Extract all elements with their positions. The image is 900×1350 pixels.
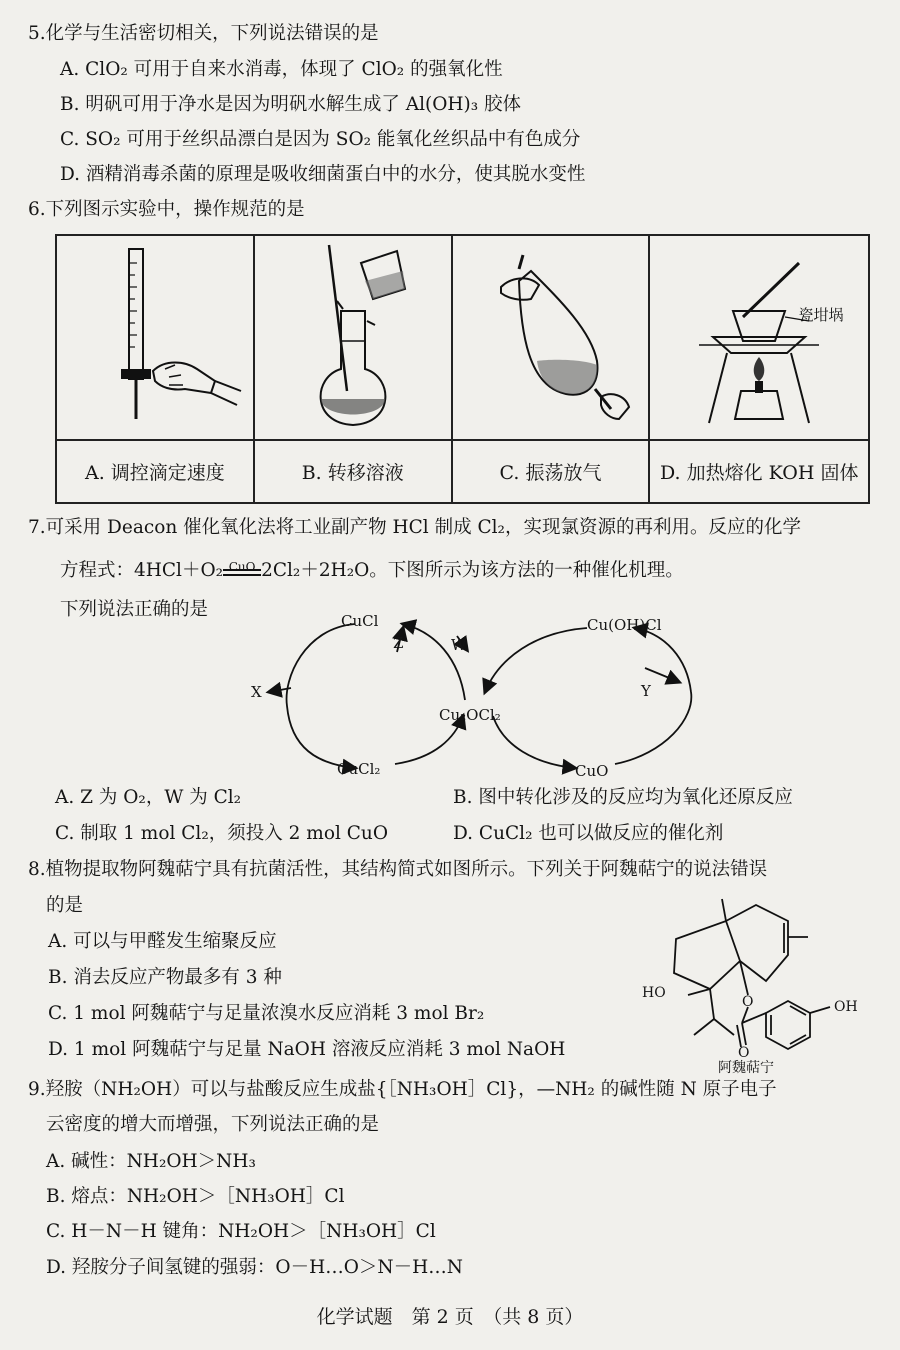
label-w: W — [451, 636, 467, 654]
species-cuohcl: Cu(OH)Cl — [587, 616, 662, 634]
q6-figure-b — [254, 235, 452, 440]
burette-titration-icon — [65, 241, 245, 431]
q8-option-b: B. 消去反应产物最多有 3 种 — [48, 967, 282, 988]
label-x: X — [251, 683, 262, 701]
q7-option-a: A. Z 为 O₂，W 为 Cl₂ — [55, 787, 242, 808]
q6-caption-c: C. 振荡放气 — [452, 440, 650, 503]
q9-stem-line1: 9.羟胺（NH₂OH）可以与盐酸反应生成盐{［NH₃OH］Cl}，—NH₂ 的碱性随 N 原子电子 — [28, 1079, 777, 1100]
species-cucl2: CuCl₂ — [337, 760, 381, 778]
q6-caption-d: D. 加热熔化 KOH 固体 — [649, 440, 869, 503]
q8-option-c: C. 1 mol 阿魏萜宁与足量浓溴水反应消耗 3 mol Br₂ — [48, 1003, 485, 1024]
mol-name: 阿魏萜宁 — [718, 1060, 774, 1076]
q9-option-a: A. 碱性：NH₂OH＞NH₃ — [46, 1151, 256, 1172]
molecule-skeleton — [630, 895, 880, 1080]
q8-option-a: A. 可以与甲醛发生缩聚反应 — [48, 931, 277, 952]
label-y: Y — [641, 682, 651, 700]
q6-figure-d — [649, 235, 869, 440]
q9-option-b: B. 熔点：NH₂OH＞［NH₃OH］Cl — [46, 1186, 345, 1207]
crucible-label: 瓷坩埚 — [798, 306, 844, 324]
cycle-arrows — [55, 588, 865, 816]
q6-figure-c — [452, 235, 650, 440]
q8-structure — [630, 895, 880, 1080]
q6-caption-a: A. 调控滴定速度 — [56, 440, 254, 503]
q5-option-d: D. 酒精消毒杀菌的原理是吸收细菌蛋白中的水分，使其脱水变性 — [60, 164, 586, 185]
crucible-heating-icon — [659, 241, 859, 431]
q7-equation-right: 2Cl₂＋2H₂O。下图所示为该方法的一种催化机理。 — [261, 560, 684, 581]
mol-oh-label: OH — [834, 999, 858, 1015]
q9-option-c: C. H－N－H 键角：NH₂OH＞［NH₃OH］Cl — [46, 1221, 436, 1242]
q8-stem-line1: 8.植物提取物阿魏萜宁具有抗菌活性，其结构简式如图所示。下列关于阿魏萜宁的说法错误 — [28, 859, 768, 880]
page-footer: 化学试题 第 2 页 （共 8 页） — [316, 1306, 584, 1328]
q7-option-c: C. 制取 1 mol Cl₂，须投入 2 mol CuO — [55, 823, 389, 844]
q9-option-d: D. 羟胺分子间氢键的强弱：O－H…O＞N－H…N — [46, 1257, 463, 1278]
q5-option-b: B. 明矾可用于净水是因为明矾水解生成了 Al(OH)₃ 胶体 — [60, 94, 522, 115]
q5-stem: 5.化学与生活密切相关，下列说法错误的是 — [28, 23, 379, 44]
q7-option-d: D. CuCl₂ 也可以做反应的催化剂 — [453, 823, 724, 844]
label-z: Z — [393, 634, 404, 652]
q8-stem-line2: 的是 — [46, 895, 84, 916]
q8-option-d: D. 1 mol 阿魏萜宁与足量 NaOH 溶液反应消耗 3 mol NaOH — [48, 1039, 566, 1060]
species-cuo: CuO — [575, 762, 609, 780]
separatory-funnel-icon — [461, 241, 641, 431]
q5-option-a: A. ClO₂ 可用于自来水消毒，体现了 ClO₂ 的强氧化性 — [60, 59, 503, 80]
mol-ho-label: HO — [642, 985, 666, 1001]
q6-stem: 6.下列图示实验中，操作规范的是 — [28, 199, 305, 220]
q6-figure-a — [56, 235, 254, 440]
q7-option-b: B. 图中转化涉及的反应均为氧化还原反应 — [453, 787, 793, 808]
q7-stem-line1: 7.可采用 Deacon 催化氧化法将工业副产物 HCl 制成 Cl₂，实现氯资源的再利用。反应的化学 — [28, 517, 801, 538]
q7-equation-left: 方程式：4HCl＋O₂ — [60, 560, 224, 581]
volumetric-flask-icon — [263, 241, 443, 431]
q6-caption-b: B. 转移溶液 — [254, 440, 452, 503]
species-cucl: CuCl — [341, 612, 379, 630]
species-cu2ocl2: Cu₂OCl₂ — [439, 706, 501, 724]
q5-option-c: C. SO₂ 可用于丝织品漂白是因为 SO₂ 能氧化丝织品中有色成分 — [60, 129, 581, 150]
q7-equation — [60, 559, 684, 583]
q6-experiment-table — [55, 234, 870, 504]
q7-reaction-arrow — [223, 560, 261, 583]
mol-carbonyl-o-label: O — [738, 1045, 750, 1061]
q9-stem-line2: 云密度的增大而增强，下列说法正确的是 — [46, 1114, 380, 1135]
q7-catalytic-cycle — [55, 588, 865, 816]
q7-stem-line3: 下列说法正确的是 — [60, 599, 209, 620]
mol-ester-o-label: O — [742, 994, 754, 1010]
q7-catalyst: CuO — [228, 560, 256, 574]
